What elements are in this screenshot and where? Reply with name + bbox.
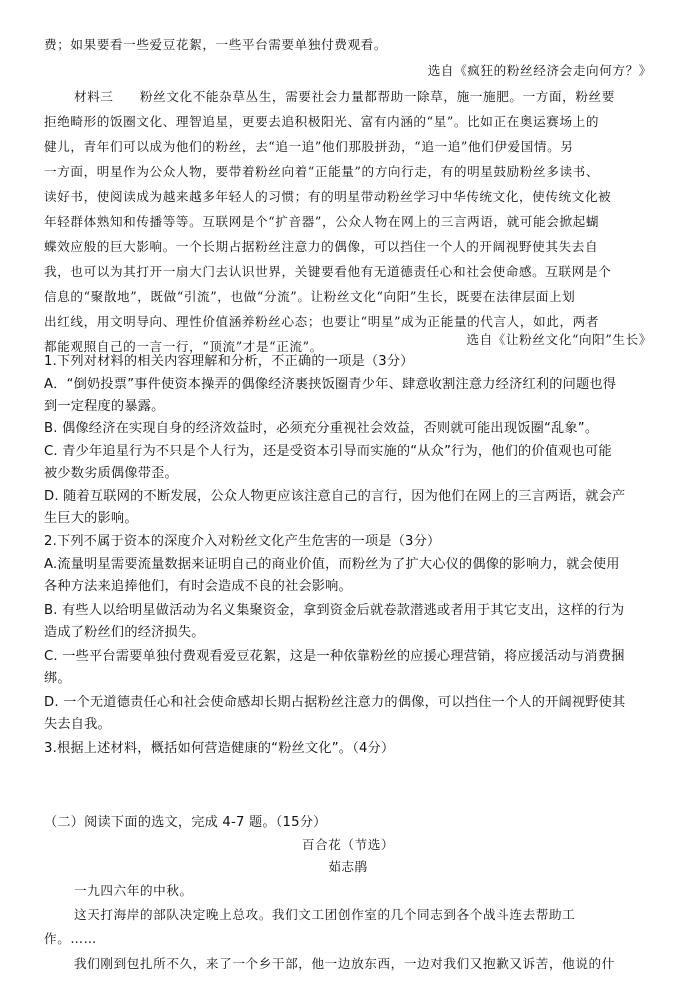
story-paragraph: 一九四六年的中秋。 <box>74 883 193 898</box>
q2-option-b-cont: 造成了粉丝们的经济损失。 <box>44 625 205 640</box>
material3-line: 都能观照自己的一言一行，“顶流”才是“正流”。 <box>44 339 323 354</box>
story-author: 茹志鹃 <box>328 859 368 874</box>
story-title: 百合花（节选） <box>301 837 395 852</box>
material3-line: 一方面，明星作为公众人物，要带着粉丝向着“正能量”的方向行走，有的明星鼓励粉丝多读书、 <box>44 164 600 179</box>
q1-option-c-cont: 被少数劣质偶像带歪。 <box>44 466 178 481</box>
material3-line: 蝶效应般的巨大影响。一个长期占据粉丝注意力的偶像，可以挡住一个人的开阔视野使其失去自 <box>44 239 599 254</box>
q2-option-c-cont: 绑。 <box>44 671 71 686</box>
q2-option-a: A.流量明星需要流量数据来证明自己的商业价值，而粉丝为了扩大心仪的偶像的影响力，就会使用 <box>44 557 620 572</box>
q1-stem: 1.下列对材料的相关内容理解和分析，不正确的一项是（3分） <box>44 354 414 369</box>
q3-stem: 3.根据上述材料，概括如何营造健康的“粉丝文化”。（4分） <box>44 741 395 756</box>
q1-option-c: C. 青少年追星行为不只是个人行为，还是受资本引导而实施的“从众”行为，他们的价值观也可能 <box>44 444 612 459</box>
q1-option-d: D. 随着互联网的不断发展，公众人物更应该注意自己的言行，因为他们在网上的三言两语，就会产 <box>44 489 626 504</box>
material3-line: 我，也可以为其打开一扇大门去认识世界，关键要看他有无道德责任心和社会使命感。互联网是个 <box>44 264 612 279</box>
q2-option-d-cont: 失去自我。 <box>44 717 111 732</box>
q1-option-d-cont: 生巨大的影响。 <box>44 511 138 526</box>
q2-option-a-cont: 各种方法来追捧他们，有时会造成不良的社会影响。 <box>44 579 352 594</box>
material3-line: 健儿，青年们可以成为他们的粉丝，去“追一追”他们那股拼劲，“追一追”他们伊爱国情。另 <box>44 139 574 154</box>
q2-option-d: D. 一个无道德责任心和社会使命感却长期占据粉丝注意力的偶像，可以挡住一个人的开阔视野使其 <box>44 695 626 710</box>
source-citation-3: 选自《让粉丝文化“向阳”生长》 <box>466 332 652 347</box>
story-paragraph: 这天打海岸的部队决定晚上总攻。我们文工团创作室的几个同志到各个战斗连去帮助工 <box>74 907 576 922</box>
material3-line: 材料三 粉丝文化不能杂草丛生，需要社会力量都帮助一除草，施一施肥。一方面，粉丝要 <box>74 89 615 104</box>
q1-option-a-cont: 到一定程度的暴露。 <box>44 399 165 414</box>
material3-line: 年轻群体熟知和传播等等。互联网是个“扩音器”，公众人物在网上的三言两语，就可能会掀起蝴 <box>44 214 600 229</box>
section2-heading: （二）阅读下面的选文，完成 4-7 题。（15分） <box>44 815 327 830</box>
q1-option-b: B. 偶像经济在实现自身的经济效益时，必须充分重视社会效益，否则就可能出现饭圈“乱象”。 <box>44 421 599 436</box>
material3-line: 出红线，用文明导向、理性价值涵养粉丝心态；也要让“明星”成为正能量的代言人，如此，两者 <box>44 314 600 329</box>
material3-line: 拒绝畸形的饭圈文化、理智追星，更要去追积极阳光、富有内涵的“星”。比如正在奥运赛场上的 <box>44 114 600 129</box>
source-citation-2: 选自《疯狂的粉丝经济会走向何方？》 <box>427 63 652 78</box>
q2-option-b: B. 有些人以给明星做活动为名义集聚资金，拿到资金后就卷款潜逃或者用于其它支出，这样的行为 <box>44 603 625 618</box>
story-paragraph: 我们刚到包扎所不久，来了一个乡干部，他一边放东西，一边对我们又抱歉又诉苦，他说的什 <box>74 956 615 971</box>
material3-line: 读好书，使阅读成为越来越多年轻人的习惯；有的明星带动粉丝学习中华传统文化，使传统文化被 <box>44 189 612 204</box>
material-tail-line: 费；如果要看一些爱豆花絮，一些平台需要单独付费观看。 <box>44 37 388 52</box>
q2-option-c: C. 一些平台需要单独付费观看爱豆花絮，这是一种依靠粉丝的应援心理营销，将应援活动与消费捆 <box>44 649 625 664</box>
material3-line: 信息的“聚散地”，既做“引流”，也做“分流”。让粉丝文化“向阳”生长，既要在法律层面上划 <box>44 289 576 304</box>
q2-stem: 2.下列不属于资本的深度介入对粉丝文化产生危害的一项是（3分） <box>44 534 441 549</box>
story-paragraph-cont: 作。…… <box>44 931 97 946</box>
q1-option-a: A．“倒奶投票”事件使资本操弄的偶像经济裹挟饭圈青少年、肆意收割注意力经济红利的问题也得 <box>44 377 617 392</box>
